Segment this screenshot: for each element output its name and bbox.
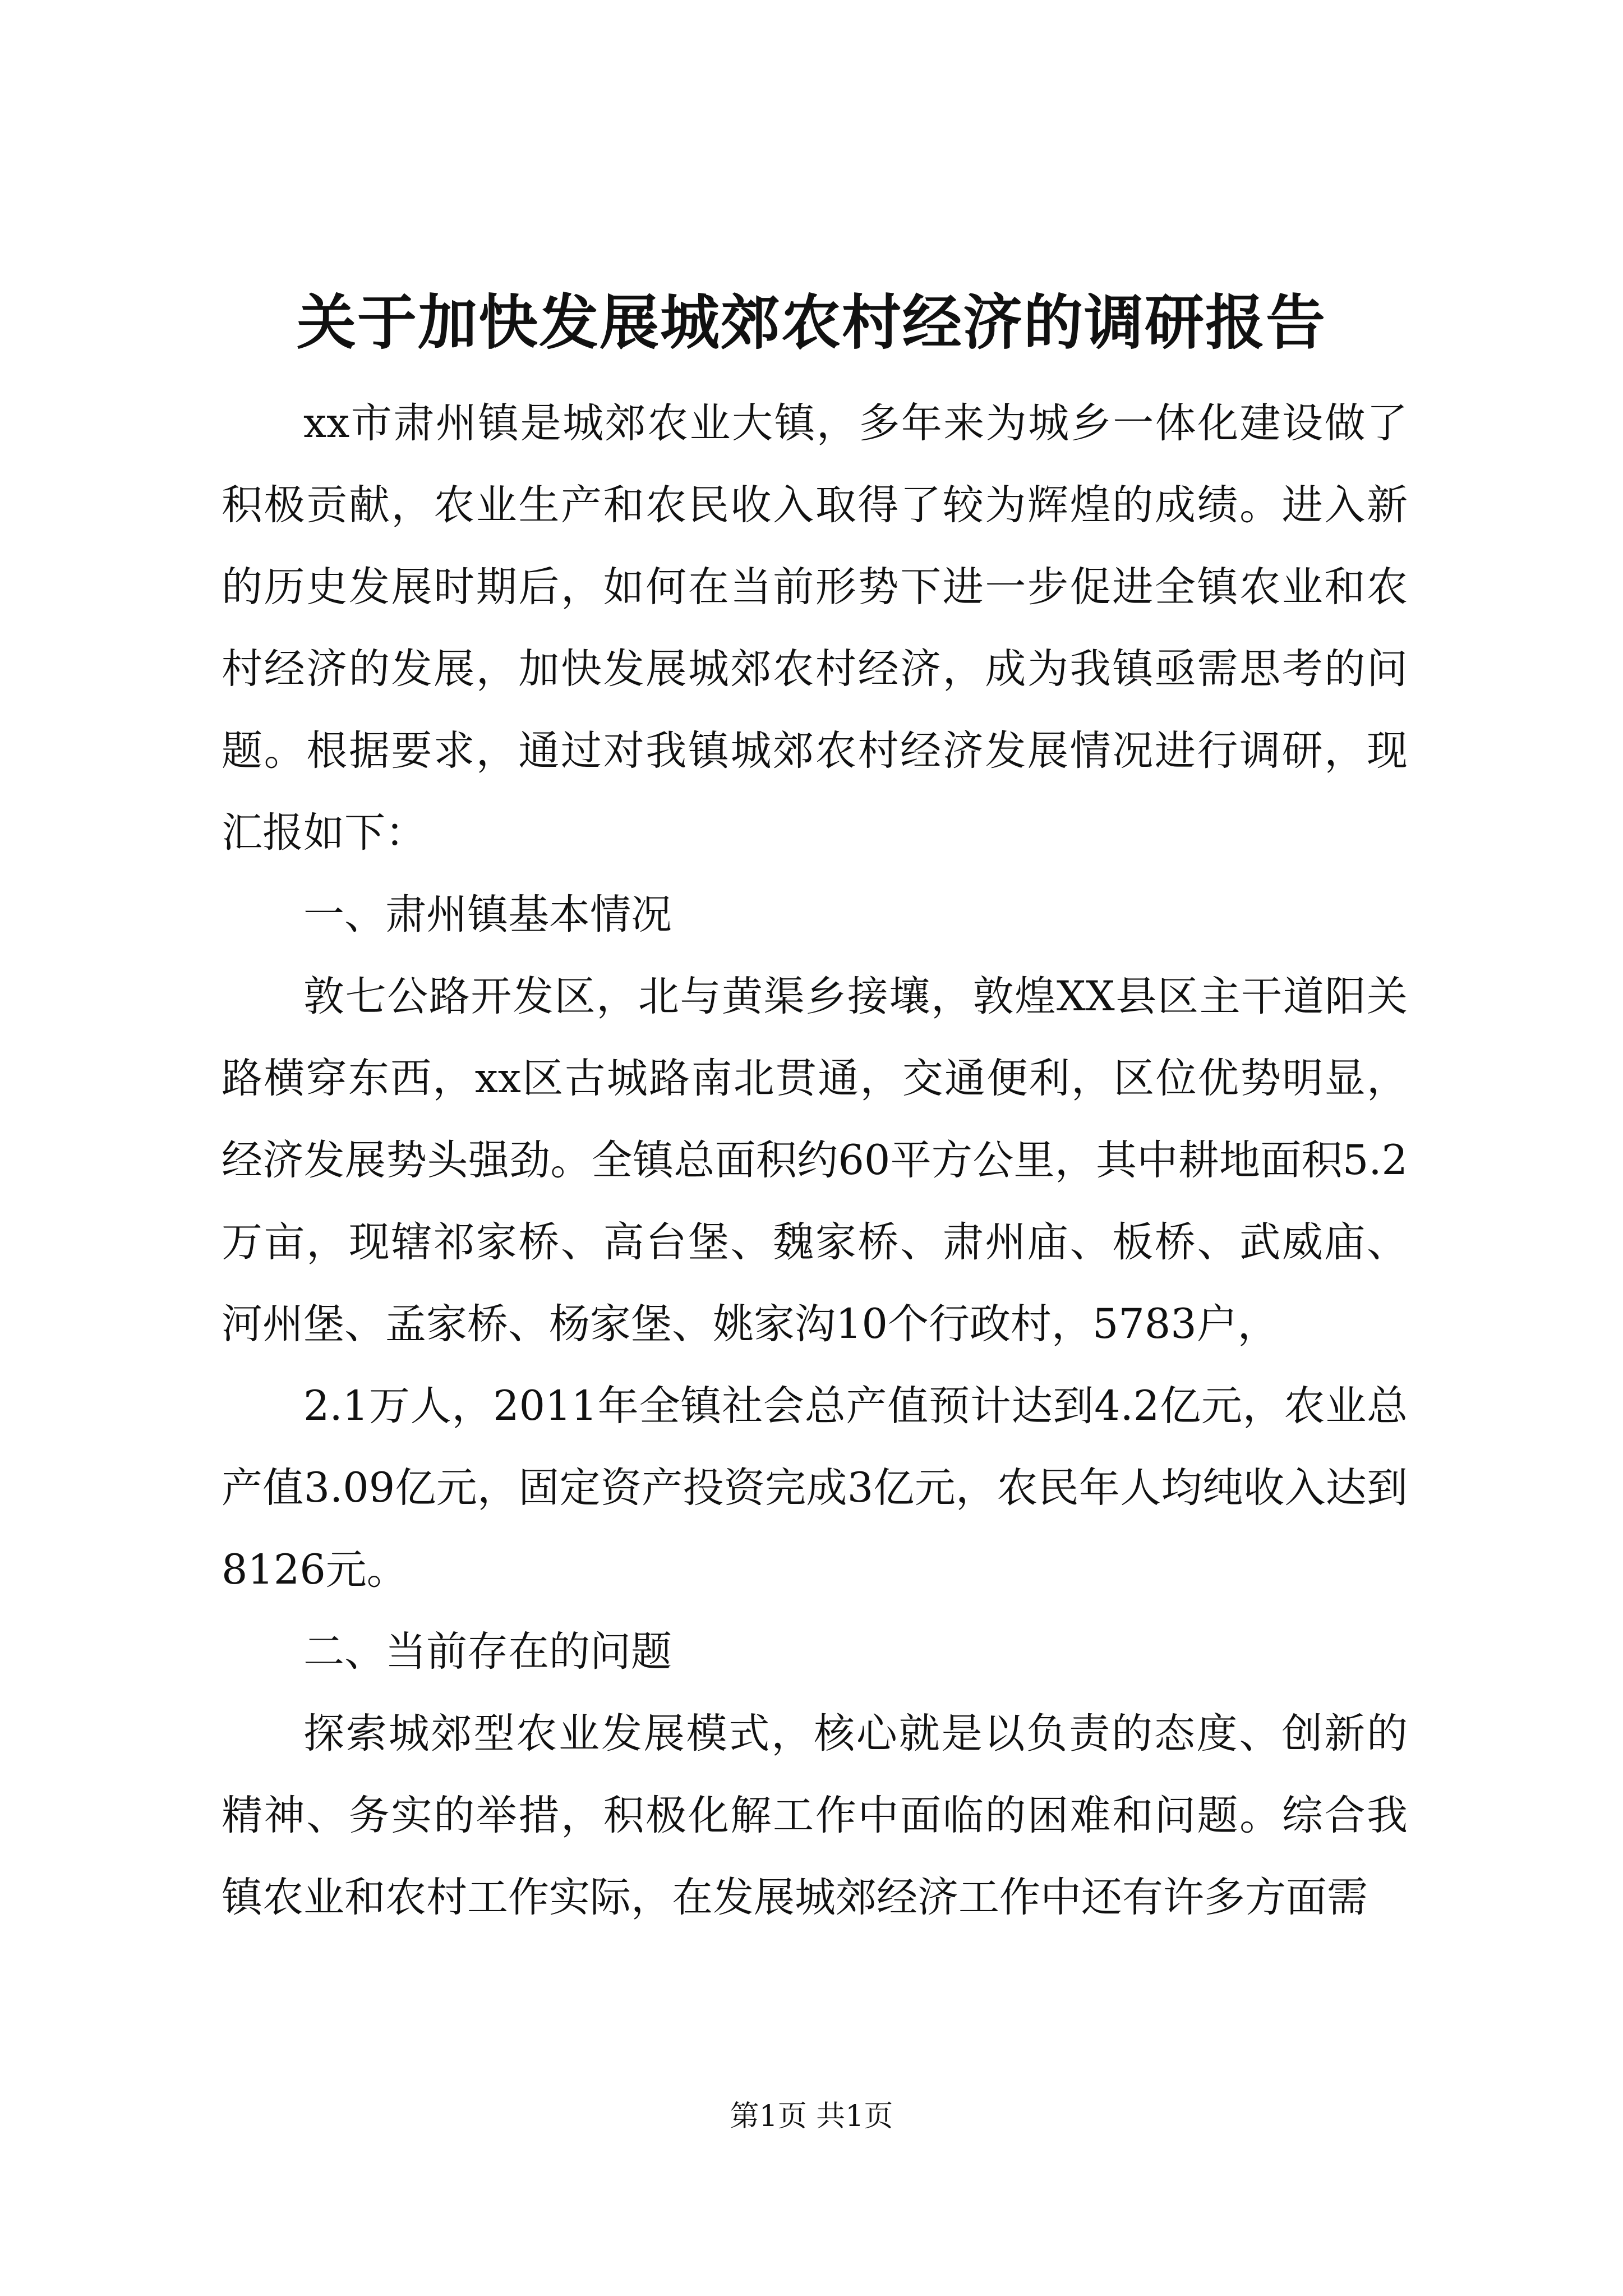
paragraph-basic-info: 敦七公路开发区，北与黄渠乡接壤，敦煌XX县区主干道阳关路横穿东西，xx区古城路南北贯通，交通便利，区位优势明显，经济发展势头强劲。全镇总面积约60平方公里，其中耕地面积5.2万亩，现辖祁家桥、高台堡、魏家桥、肃州庙、板桥、武威庙、河州堡、孟家桥、杨家堡、姚家沟10个行政村，5783户， bbox=[222, 973, 1408, 1348]
section-heading-1: 一、肃州镇基本情况 bbox=[303, 891, 672, 938]
section-heading-2: 二、当前存在的问题 bbox=[303, 1628, 672, 1676]
document-body bbox=[222, 383, 1408, 1939]
paragraph-statistics: 2.1万人，2011年全镇社会总产值预计达到4.2亿元，农业总产值3.09亿元，固定资产投资完成3亿元，农民年人均纯收入达到8126元。 bbox=[222, 1382, 1408, 1594]
paragraph-intro: xx市肃州镇是城郊农业大镇，多年来为城乡一体化建设做了积极贡献，农业生产和农民收入取得了较为辉煌的成绩。进入新的历史发展时期后，如何在当前形势下进一步促进全镇农业和农村经济的发展，加快发展城郊农村经济，成为我镇亟需思考的问题。根据要求，通过对我镇城郊农村经济发展情况进行调研，现汇报如下： bbox=[222, 399, 1408, 857]
document-title: 关于加快发展城郊农村经济的调研报告 bbox=[297, 287, 1326, 357]
paragraph-problems: 探索城郊型农业发展模式，核心就是以负责的态度、创新的精神、务实的举措，积极化解工作中面临的困难和问题。综合我镇农业和农村工作实际，在发展城郊经济工作中还有许多方面需 bbox=[222, 1710, 1408, 1921]
page-number-footer: 第1页 共1页 bbox=[730, 2100, 893, 2133]
